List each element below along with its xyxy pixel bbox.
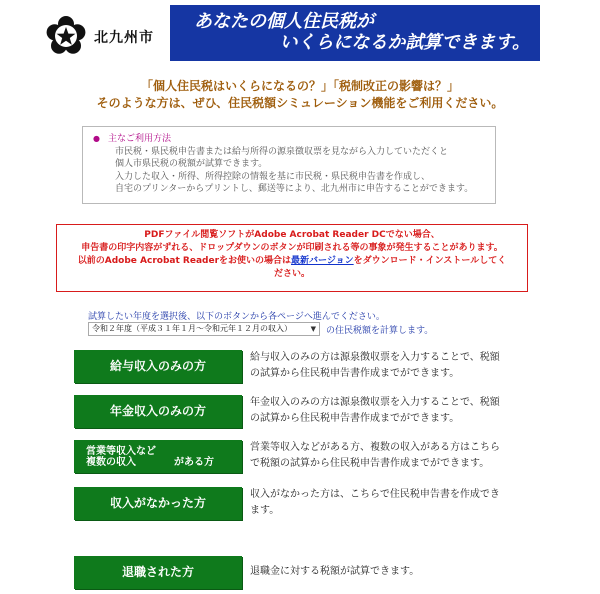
salary-income-desc [250, 350, 520, 382]
city-logo [46, 12, 164, 58]
business-button-line-b: 複数の収入 [86, 457, 136, 468]
intro-text [0, 78, 600, 112]
notice-line-2: 申告書の印字内容がずれる、ドロップダウンのボタンが印刷される等の事象が発生することがあります。 [81, 243, 503, 253]
business-button-line-a: 営業等収入など [86, 446, 156, 457]
business-income-desc [250, 440, 520, 472]
notice-line-4: ださい。 [273, 269, 310, 279]
usage-heading-text: 主なご利用方法 [107, 134, 171, 144]
desc-line: の試算から住民税申告書作成までができます。 [250, 413, 460, 424]
year-suffix: の住民税額を計算します。 [326, 325, 434, 336]
notice-line-3-post: をダウンロード・インストールしてく [353, 256, 507, 266]
intro-line-1: 「個人住民税はいくらになるの？」「税制改正の影響は？」 [140, 79, 459, 93]
intro-line-2: そのような方は、ぜひ、住民税額シミュレーション機能をご利用ください。 [96, 96, 504, 110]
salary-income-button[interactable]: 給与収入のみの方 [74, 350, 242, 383]
notice-line-1: PDFファイル閲覧ソフトがAdobe Acrobat Reader DCでない場合、 [144, 230, 440, 240]
desc-line: で税額の試算から住民税申告書作成までができます。 [250, 458, 490, 469]
city-emblem-icon [46, 16, 86, 56]
usage-line: 市民税・県民税申告書または給与所得の源泉徴収票を見ながら入力していただくと [115, 146, 449, 157]
year-select[interactable] [88, 322, 320, 336]
usage-box [82, 126, 496, 204]
usage-heading [93, 133, 487, 146]
desc-line: 年金収入のみの方は源泉徴収票を入力することで、税額 [250, 397, 500, 408]
usage-body [93, 146, 487, 196]
usage-line: 入力した収入・所得、所得控除の情報を基に市民税・県民税申告書を作成し、 [115, 171, 431, 182]
business-button-line-c: がある方 [174, 457, 214, 468]
no-income-desc [250, 487, 520, 519]
usage-line: 自宅のプリンターからプリントし、郵送等により、北九州市に申告することができます。 [115, 184, 474, 194]
retired-desc [250, 564, 520, 580]
notice-line-3-pre: 以前のAdobe Acrobat Readerをお使いの場合は [77, 256, 292, 266]
usage-line: 個人市県民税の税額が試算できます。 [115, 159, 268, 169]
business-income-button[interactable] [74, 440, 242, 473]
banner-line-1: あなたの個人住民税が [194, 11, 374, 32]
desc-line: 営業等収入などがある方、複数の収入がある方はこちら [250, 442, 500, 453]
bullet-icon: ● [93, 134, 100, 143]
desc-line: ます。 [250, 505, 280, 516]
year-row [88, 322, 433, 336]
selector-instruction: 試算したい年度を選択後、以下のボタンから各ページへ進んでください。 [88, 312, 385, 322]
latest-version-link[interactable]: 最新バージョン [291, 256, 354, 266]
desc-line: 収入がなかった方は、こちらで住民税申告書を作成でき [250, 489, 500, 500]
pdf-notice [56, 224, 528, 292]
dropdown-arrow-icon: ▼ [310, 325, 316, 333]
no-income-button[interactable]: 収入がなかった方 [74, 487, 242, 520]
year-select-value: 令和２年度（平成３１年１月～令和元年１２月の収入） [92, 324, 292, 333]
city-name: 北九州市 [94, 30, 154, 46]
retired-button[interactable]: 退職された方 [74, 556, 242, 589]
desc-line: の試算から住民税申告書作成までができます。 [250, 368, 460, 379]
desc-line: 給与収入のみの方は源泉徴収票を入力することで、税額 [250, 352, 500, 363]
title-banner [170, 5, 540, 61]
pension-income-button[interactable]: 年金収入のみの方 [74, 395, 242, 428]
banner-line-2: いくらになるか試算できます。 [279, 32, 530, 53]
pension-income-desc [250, 395, 520, 427]
desc-line: 退職金に対する税額が試算できます。 [250, 566, 420, 577]
notice-line-3 [63, 255, 521, 268]
